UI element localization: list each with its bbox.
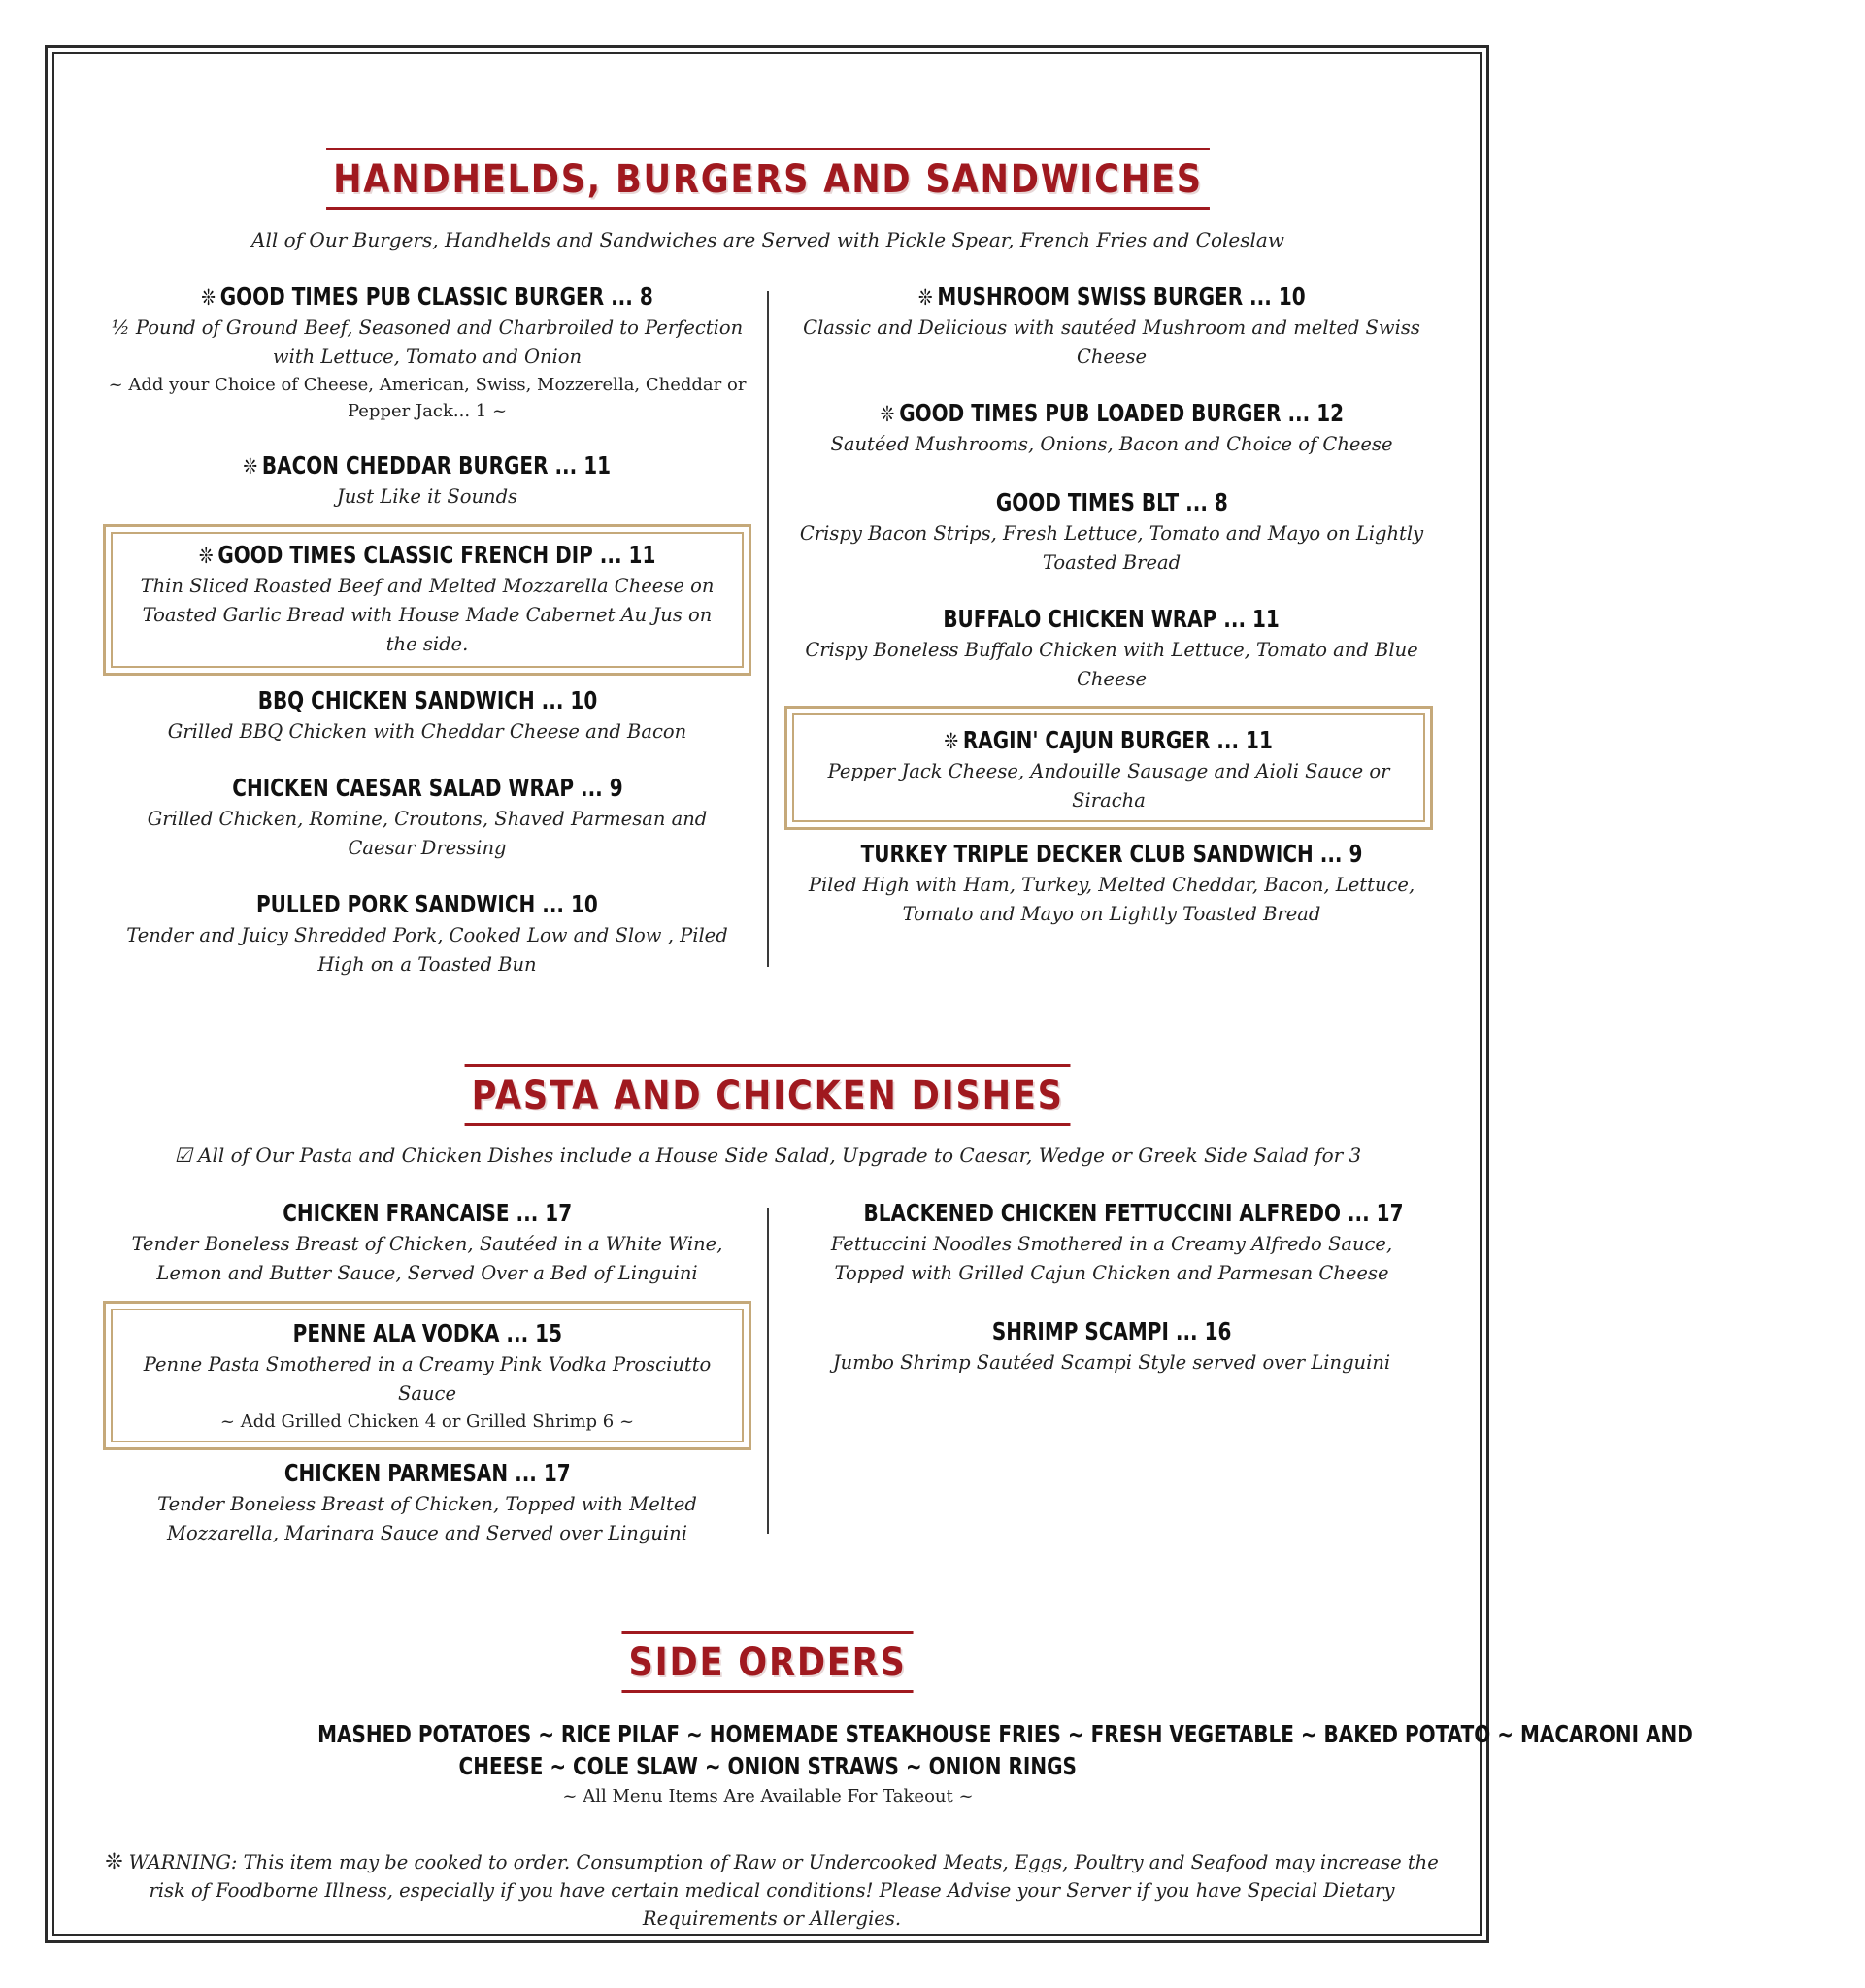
item-title: CHICKEN FRANCAISE ... 17: [283, 1199, 572, 1227]
handhelds-title: HANDHELDS, BURGERS AND SANDWICHES: [326, 148, 1210, 210]
item-description: ½ Pound of Ground Beef, Seasoned and Charbroiled to Perfection with Lettuce, Tomato and Onion: [111, 315, 744, 368]
menu-item-french-dip: [111, 532, 744, 668]
star-icon: ❊: [917, 286, 933, 311]
featured-box-cajun-burger: [784, 706, 1433, 830]
item-title: PULLED PORK SANDWICH ... 10: [256, 890, 598, 918]
handhelds-header: [0, 148, 1536, 210]
handhelds-column-divider: [767, 291, 769, 967]
menu-item-buffalo-wrap: [796, 606, 1427, 694]
pasta-note: ☑ All of Our Pasta and Chicken Dishes include a House Side Salad, Upgrade to Caesar, Wedge or Greek Side Salad for 3: [174, 1143, 1362, 1167]
menu-item-caesar-wrap: [126, 775, 728, 863]
item-description: Tender and Juicy Shredded Pork, Cooked Low and Slow , Piled High on a Toasted Bun: [126, 923, 728, 976]
item-title: BLACKENED CHICKEN FETTUCCINI ALFREDO ... 17: [863, 1199, 1404, 1227]
star-icon: ❊: [944, 730, 959, 754]
item-title: ❊ GOOD TIMES PUB LOADED BURGER ... 12: [880, 399, 1344, 427]
item-description: Jumbo Shrimp Sautéed Scampi Style served over Linguini: [832, 1350, 1391, 1374]
item-title: CHICKEN CAESAR SALAD WRAP ... 9: [231, 774, 623, 802]
item-description: Pepper Jack Cheese, Andouille Sausage and Aioli Sauce or Siracha: [827, 759, 1390, 812]
item-description: Classic and Delicious with sautéed Mushroom and melted Swiss Cheese: [803, 315, 1420, 368]
item-title: BBQ CHICKEN SANDWICH ... 10: [257, 686, 597, 714]
item-title: PENNE ALA VODKA ... 15: [292, 1319, 562, 1347]
star-icon: ❊: [243, 455, 258, 480]
menu-item-cajun-burger: [792, 713, 1425, 822]
star-icon: ❊: [201, 286, 216, 311]
handhelds-note: All of Our Burgers, Handhelds and Sandwiches are Served with Pickle Spear, French Fries and Coleslaw: [251, 228, 1284, 251]
item-description: Crispy Bacon Strips, Fresh Lettuce, Tomato and Mayo on Lightly Toasted Bread: [799, 521, 1424, 574]
item-title: ❊ GOOD TIMES CLASSIC FRENCH DIP ... 11: [198, 541, 656, 569]
sides-list-line-1: MASHED POTATOES ~ RICE PILAF ~ HOMEMADE STEAKHOUSE FRIES ~ FRESH VEGETABLE ~ BAKED POTATO ~ MACARONI AND: [317, 1720, 1693, 1748]
featured-box-french-dip: [103, 524, 751, 676]
menu-item-mushroom-swiss: [796, 283, 1427, 372]
item-title: ❊ RAGIN' CAJUN BURGER ... 11: [944, 726, 1274, 754]
item-description: Piled High with Ham, Turkey, Melted Cheddar, Bacon, Lettuce, Tomato and Mayo on Lightly Toasted Bread: [808, 873, 1415, 925]
item-addon: ~ Add your Choice of Cheese, American, Swiss, Mozzerella, Cheddar or Pepper Jack... 1 ~: [108, 374, 747, 421]
menu-item-pulled-pork: [126, 891, 728, 979]
menu-item-chicken-francaise: [126, 1200, 728, 1288]
menu-item-chicken-parmesan: [126, 1460, 728, 1548]
item-title: ❊ GOOD TIMES PUB CLASSIC BURGER ... 8: [201, 282, 653, 311]
menu-item-club-sandwich: [796, 841, 1427, 929]
pasta-title: PASTA AND CHICKEN DISHES: [465, 1064, 1071, 1126]
featured-box-penne-vodka: [103, 1301, 751, 1450]
item-title: ❊ BACON CHEDDAR BURGER ... 11: [243, 451, 612, 480]
item-description: Tender Boneless Breast of Chicken, Topped with Melted Mozzarella, Marinara Sauce and Served over Linguini: [157, 1492, 697, 1544]
item-description: Grilled Chicken, Romine, Croutons, Shaved Parmesan and Caesar Dressing: [147, 807, 708, 859]
menu-item-penne-vodka: [111, 1309, 744, 1442]
item-description: Fettuccini Noodles Smothered in a Creamy Alfredo Sauce, Topped with Grilled Cajun Chicken and Parmesan Cheese: [830, 1232, 1393, 1284]
menu-item-fettuccini-alfredo: [796, 1200, 1427, 1288]
star-icon: ❊: [880, 403, 895, 427]
item-title: BUFFALO CHICKEN WRAP ... 11: [943, 605, 1281, 633]
star-icon: ❊: [198, 545, 214, 569]
item-description: Tender Boneless Breast of Chicken, Sautéed in a White Wine, Lemon and Butter Sauce, Served Over a Bed of Linguini: [131, 1232, 723, 1284]
item-title: CHICKEN PARMESAN ... 17: [283, 1459, 571, 1487]
item-description: Sautéed Mushrooms, Onions, Bacon and Choice of Cheese: [830, 432, 1393, 455]
item-title: SHRIMP SCAMPI ... 16: [991, 1317, 1232, 1345]
menu-item-classic-burger: [107, 283, 748, 424]
menu-item-bbq-chicken: [107, 687, 748, 746]
sides-list-line-2: CHEESE ~ COLE SLAW ~ ONION STRAWS ~ ONION RINGS: [458, 1752, 1078, 1780]
item-addon: ~ Add Grilled Chicken 4 or Grilled Shrimp 6 ~: [219, 1410, 635, 1432]
menu-item-loaded-burger: [796, 400, 1427, 459]
allergy-warning: ❊ WARNING: This item may be cooked to order. Consumption of Raw or Undercooked Meats, Eggs, Poultry and Seafood may increase the risk of Foodborne Illness, especially if you have certain medical conditions! Please Advise your Server if you have Special Dietary Requirements or Allergies.: [105, 1850, 1439, 1930]
pasta-column-divider: [767, 1208, 769, 1534]
item-title: GOOD TIMES BLT ... 8: [995, 488, 1228, 516]
item-description: Just Like it Sounds: [336, 484, 518, 508]
item-description: Crispy Boneless Buffalo Chicken with Lettuce, Tomato and Blue Cheese: [805, 638, 1418, 690]
item-description: Grilled BBQ Chicken with Cheddar Cheese and Bacon: [167, 719, 687, 743]
sides-header: [0, 1631, 1536, 1693]
menu-item-blt: [796, 489, 1427, 578]
item-description: Thin Sliced Roasted Beef and Melted Mozzarella Cheese on Toasted Garlic Bread with House Made Cabernet Au Jus on the side.: [140, 574, 715, 655]
menu-item-bacon-cheddar: [107, 452, 748, 512]
pasta-header: [0, 1064, 1536, 1126]
item-title: TURKEY TRIPLE DECKER CLUB SANDWICH ... 9: [860, 840, 1363, 868]
item-title: ❊ MUSHROOM SWISS BURGER ... 10: [917, 282, 1306, 311]
sides-title: SIDE ORDERS: [622, 1631, 914, 1693]
star-icon: ❊: [105, 1850, 123, 1874]
menu-item-shrimp-scampi: [796, 1318, 1427, 1377]
item-description: Penne Pasta Smothered in a Creamy Pink Vodka Prosciutto Sauce: [143, 1352, 712, 1405]
takeout-note: ~ All Menu Items Are Available For Takeout ~: [562, 1786, 974, 1806]
